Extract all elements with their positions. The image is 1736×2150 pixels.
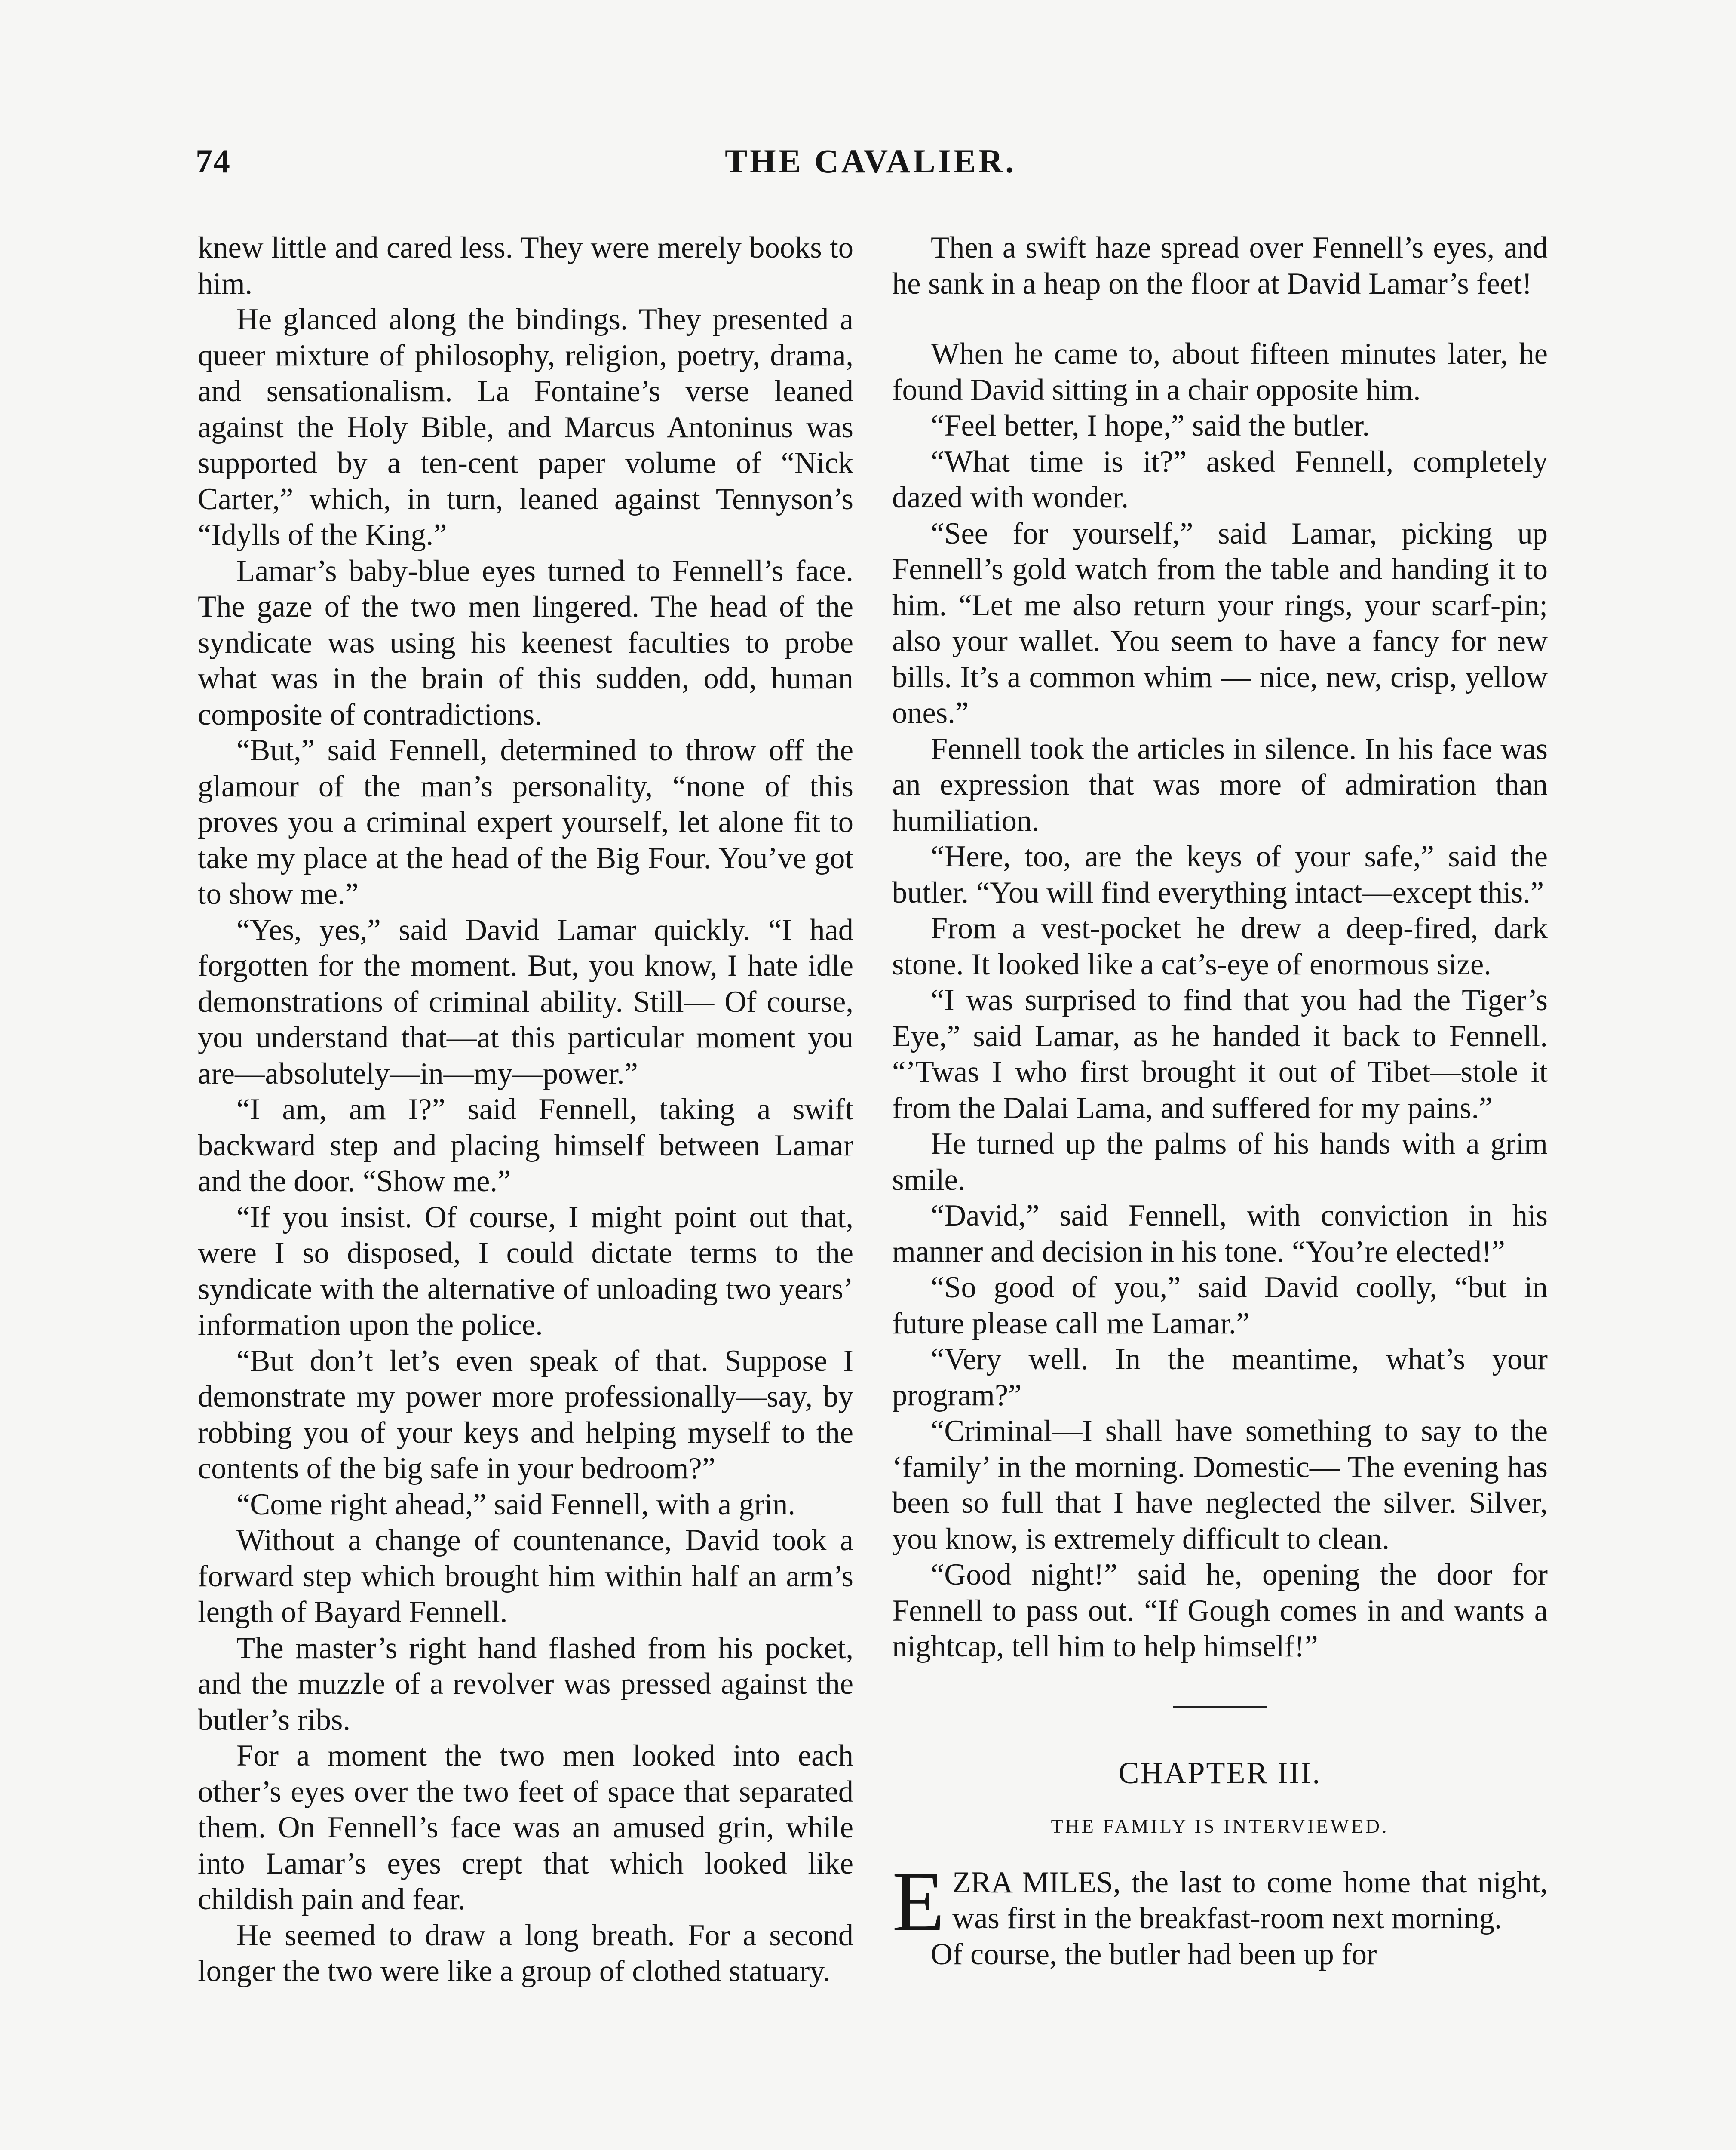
chapter-title: CHAPTER III. xyxy=(1118,1755,1322,1790)
paragraph: “I was surprised to find that you had the Tiger’s Eye,” said Lamar, as he handed it back to Fennell. “’Twas I who first brought it out of Tibet—stole it from the Dalai Lama, and suffered for my pains.” xyxy=(892,983,1548,1125)
paragraph: Lamar’s baby-blue eyes turned to Fennell’s face. The gaze of the two men lingered. The head of the syndicate was using his keenest faculties to probe what was in the brain of this sudden, odd, human composite of contradictions. xyxy=(198,554,853,731)
paragraph: “David,” said Fennell, with conviction in his manner and decision in his tone. “You’re elected!” xyxy=(892,1199,1548,1268)
chapter-subtitle: THE FAMILY IS INTERVIEWED. xyxy=(1051,1815,1389,1837)
section-divider xyxy=(1173,1706,1267,1708)
paragraph: “If you insist. Of course, I might point out that, were I so disposed, I could dictate terms to the syndicate with the alternative of unloading two years’ information upon the police. xyxy=(198,1200,853,1342)
paragraph: “Yes, yes,” said David Lamar quickly. “I had forgotten for the moment. But, you know, I hate idle demonstrations of criminal ability. Still— Of course, you understand that—at this particular moment you are—absolutely—in—my—power.” xyxy=(198,913,853,1090)
right-column xyxy=(892,230,1548,2150)
drop-cap: E xyxy=(892,1854,945,1949)
paragraph: “Feel better, I hope,” said the butler. xyxy=(931,409,1370,442)
paragraph: “Good night!” said he, opening the door for Fennell to pass out. “If Gough comes in and wants a nightcap, tell him to help himself!” xyxy=(892,1558,1548,1663)
paragraph: “Come right ahead,” said Fennell, with a grin. xyxy=(236,1487,795,1521)
paragraph: Fennell took the articles in silence. In his face was an expression that was more of admiration than humiliation. xyxy=(892,732,1548,838)
paragraph: knew little and cared less. They were merely books to him. xyxy=(198,231,853,301)
paragraph: “Very well. In the meantime, what’s your program?” xyxy=(892,1342,1548,1412)
paragraph: He seemed to draw a long breath. For a second longer the two were like a group of clothed statuary. xyxy=(198,1918,853,1988)
paragraph: Without a change of countenance, David took a forward step which brought him within half an arm’s length of Bayard Fennell. xyxy=(198,1523,853,1629)
paragraph: “But don’t let’s even speak of that. Suppose I demonstrate my power more professionally—say, by robbing you of your keys and helping myself to the contents of the big safe in your bedroom?” xyxy=(198,1344,853,1485)
paragraph: “What time is it?” asked Fennell, completely dazed with wonder. xyxy=(892,445,1548,514)
paragraph: For a moment the two men looked into each other’s eyes over the two feet of space that separated them. On Fennell’s face was an amused grin, while into Lamar’s eyes crept that which looked like childish pain and fear. xyxy=(198,1739,853,1916)
paragraph: He turned up the palms of his hands with a grim smile. xyxy=(892,1127,1548,1197)
paragraph: The master’s right hand flashed from his pocket, and the muzzle of a revolver was pressed against the butler’s ribs. xyxy=(198,1631,853,1737)
paragraph: “Here, too, are the keys of your safe,” said the butler. “You will find everything intact—except this.” xyxy=(892,840,1548,909)
paragraph: “So good of you,” said David coolly, “but in future please call me Lamar.” xyxy=(892,1271,1548,1340)
opening-text: ZRA MILES, the last to come home that night, was first in the breakfast-room next morning. xyxy=(952,1865,1548,1935)
page-number: 74 xyxy=(196,142,231,180)
paragraph: He glanced along the bindings. They presented a queer mixture of philosophy, religion, poetry, drama, and sensationalism. La Fontaine’s verse leaned against the Holy Bible, and Marcus Antoninus was supported by a ten-cent paper volume of “Nick Carter,” which, in turn, leaned against Tennyson’s “Idylls of the King.” xyxy=(198,303,853,552)
paragraph: “I am, am I?” said Fennell, taking a swift backward step and placing himself between Lamar and the door. “Show me.” xyxy=(198,1093,853,1198)
chapter-opening-paragraph xyxy=(892,1854,1548,1949)
paragraph: “But,” said Fennell, determined to throw off the glamour of the man’s personality, “none of this proves you a criminal expert yourself, let alone fit to take my place at the head of the Big Four. You’ve got to show me.” xyxy=(198,734,853,911)
paragraph: When he came to, about fifteen minutes later, he found David sitting in a chair opposite him. xyxy=(892,337,1548,407)
running-title: THE CAVALIER. xyxy=(725,142,1016,180)
paragraph: Then a swift haze spread over Fennell’s eyes, and he sank in a heap on the floor at David Lamar’s feet! xyxy=(892,231,1548,301)
paragraph: “Criminal—I shall have something to say to the ‘family’ in the morning. Domestic— The evening has been so full that I have neglected the silver. Silver, you know, is extremely difficult to clean. xyxy=(892,1414,1548,1556)
section-break xyxy=(892,302,1548,336)
paragraph: From a vest-pocket he drew a deep-fired, dark stone. It looked like a cat’s-eye of enormous size. xyxy=(892,912,1548,981)
left-column xyxy=(198,230,853,2150)
paragraph: Of course, the butler had been up for xyxy=(931,1937,1377,1971)
paragraph: “See for yourself,” said Lamar, picking up Fennell’s gold watch from the table and handing it to him. “Let me also return your rings, your scarf-pin; also your wallet. You seem to have a fancy for new bills. It’s a common whim — nice, new, crisp, yellow ones.” xyxy=(892,516,1548,730)
page-header xyxy=(196,142,1546,194)
